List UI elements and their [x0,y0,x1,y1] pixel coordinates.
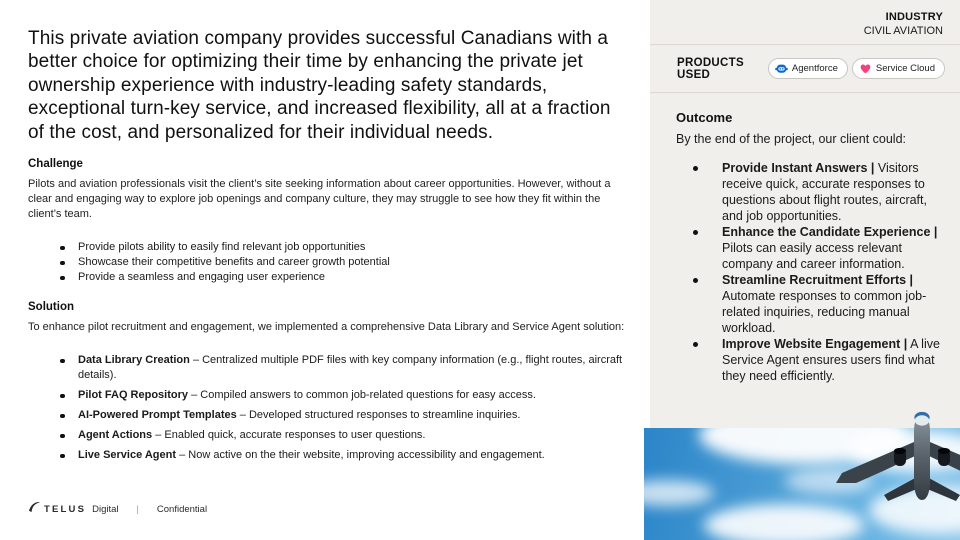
list-item: Provide a seamless and engaging user experience [28,270,640,285]
bullet-text: Pilots can easily access relevant company and career information. [722,241,905,271]
products-used-label: PRODUCTS USED [677,56,744,81]
challenge-body: Pilots and aviation professionals visit the client’s site seeking information about career opportunities. However, without a clear and engaging way to explore job openings and company culture, they may struggle to see how they fit within the client’s team. [28,178,611,221]
outcome-bullet-list [676,160,946,384]
product-badge-label: Service Cloud [875,63,935,74]
brand-name: TELUS [44,503,87,515]
list-item [676,272,946,336]
bullet-text: – Enabled quick, accurate responses to user questions. [155,429,426,442]
industry-block [650,0,960,44]
bullet-text: – Now active on the their website, improving accessibility and engagement. [179,449,545,462]
industry-value: CIVIL AVIATION [863,25,943,37]
bullet-lead: Pilot FAQ Repository [78,389,189,402]
list-item: Provide pilots ability to easily find relevant job opportunities [28,240,640,255]
list-item [28,353,628,383]
bullet-text: – Compiled answers to common job-related questions for easy access. [191,389,536,402]
bullet-lead: Improve Website Engagement | [722,337,908,351]
list-item: Showcase their competitive benefits and career growth potential [28,255,640,270]
solution-bullet-list [28,353,640,463]
bullet-lead: AI-Powered Prompt Templates [78,409,237,422]
footer-separator: | [136,504,139,514]
confidential-label: Confidential [156,503,208,515]
bullet-lead: Provide Instant Answers | [722,161,875,175]
bullet-lead: Data Library Creation [78,354,190,367]
solution-heading: Solution [28,301,74,314]
main-content [28,27,640,468]
bullet-text: – Developed structured responses to streamline inquiries. [239,409,521,422]
solution-body: To enhance pilot recruitment and engagement, we implemented a comprehensive Data Library and Service Agent solution: [28,321,625,334]
list-item [676,336,946,384]
bullet-lead: Live Service Agent [78,449,177,462]
bullet-text: A live Service Agent ensures users find what they need efficiently. [722,337,940,383]
list-item [28,408,628,423]
bullet-text: – Centralized multiple PDF files with key company information (e.g., flight routes, aircraft details). [78,354,623,382]
footer [28,500,207,518]
heart-icon [859,62,872,75]
agentforce-bot-icon [775,62,788,75]
list-item [28,448,628,463]
bullet-text: Automate responses to common job-related inquiries, reducing manual workload. [722,289,927,335]
outcome-intro: By the end of the project, our client could: [676,132,906,146]
telus-swoosh-icon [28,500,41,518]
outcome-section [650,93,960,384]
bullet-lead: Agent Actions [78,429,153,442]
product-badges [768,58,945,79]
brand-suffix: Digital [92,503,119,515]
product-badge-agentforce [768,58,848,79]
bullet-lead: Enhance the Candidate Experience | [722,225,938,239]
airplane-image [832,411,960,507]
cloud-shape [644,480,714,506]
intro-paragraph: This private aviation company provides successful Canadians with a better choice for optimizing their time by enhancing the private jet ownership experience with industry-leading safety standards, exceptional turn-key service, and increased flexibility, all at a fraction of the cost, and personalized for their individual needs. [28,28,611,143]
cloud-shape [704,504,864,540]
challenge-bullet-list [28,240,640,285]
list-item [676,224,946,272]
bullet-lead: Streamline Recruitment Efforts | [722,273,914,287]
product-badge-label: Agentforce [791,63,838,74]
challenge-heading: Challenge [28,158,83,171]
bullet-text: Visitors receive quick, accurate responses to questions about flight routes, aircraft, and job opportunities. [722,161,927,223]
list-item [676,160,946,224]
products-used-row [650,45,960,92]
list-item [28,428,628,443]
product-badge-service-cloud [852,58,945,79]
outcome-heading: Outcome [676,110,733,125]
telus-digital-logo [28,500,119,518]
industry-label: INDUSTRY [885,11,943,23]
list-item [28,388,628,403]
